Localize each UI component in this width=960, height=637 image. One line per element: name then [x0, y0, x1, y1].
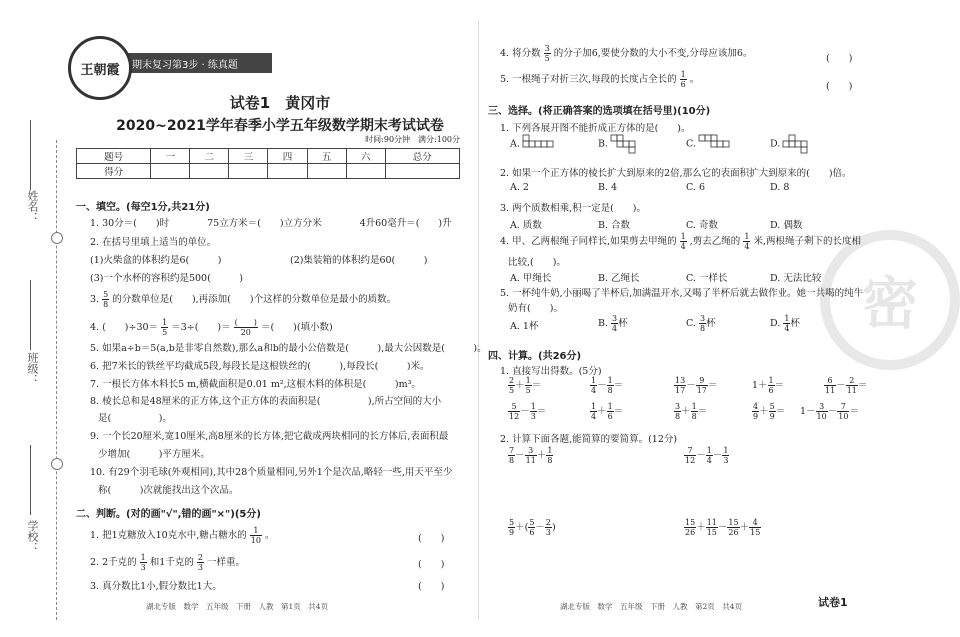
fraction — [680, 70, 687, 89]
denominator: 6 — [680, 80, 686, 89]
fraction — [250, 526, 262, 545]
footer-right: 湖北专版 数学 五年级 下册 人教 第2页 共4页 — [560, 602, 743, 611]
calc-expression: $\frac{1}{4}$ － $\frac{1}{8}$ ＝ — [591, 376, 624, 395]
name-label: 姓名： — [26, 190, 39, 223]
option[interactable]: A. 质数 — [510, 220, 542, 231]
numerator: 3 — [544, 44, 550, 53]
s2-q1 — [90, 526, 275, 545]
s1-q10a: 10. 有29个羽毛球(外观相同),其中28个质量相同,另外1个是次品,略轻一些,用天平至少 — [90, 467, 453, 478]
exam-title: 试卷1 黄冈市 — [229, 94, 331, 112]
s1-q10b: 称( )次就能找出这个次品。 — [98, 485, 239, 496]
s2-q1-a: 1. 把1克糖放入10克水中,糖占糖水的 — [90, 530, 247, 541]
s3-q1: 1. 下列各展开图不能折成正方体的是( )。 — [500, 123, 691, 134]
answer-paren[interactable]: ( ) — [826, 81, 853, 92]
option-letter: B. — [598, 138, 609, 150]
school-label: 学校： — [26, 520, 39, 553]
score-header-cell: 四 — [268, 149, 307, 164]
s3-q1-option-d[interactable] — [770, 135, 823, 153]
fraction — [680, 232, 687, 251]
fraction — [743, 232, 750, 251]
option[interactable]: D. 无法比较 — [770, 273, 822, 284]
s1-q6: 6. 把7米长的铁丝平均截成5段,每段长是这根铁丝的( ),每段长( )米。 — [90, 361, 430, 372]
calc-expression: $\frac{2}{5}$ ＋ $\frac{1}{5}$ ＝ — [509, 376, 542, 395]
score-cell[interactable] — [346, 164, 385, 179]
numerator: 3 — [699, 314, 706, 323]
option[interactable]: B. 乙绳长 — [598, 273, 640, 284]
option[interactable]: C. 6 — [686, 182, 706, 193]
score-row-label: 得分 — [77, 164, 151, 179]
section3-title: 三、选择。(将正确答案的选项填在括号里)(10分) — [488, 106, 711, 117]
s1-q9b: 少增加( )平方厘米。 — [98, 449, 210, 460]
denominator: 8 — [103, 300, 109, 309]
denominator: 10 — [250, 536, 261, 545]
s2-q2-b: 和1千克的 — [149, 557, 194, 568]
s1-q9a: 9. 一个长20厘米,宽10厘米,高8厘米的长方体,把它截成两块相同的长方体后,表面积最 — [90, 431, 449, 442]
s3-q3: 3. 两个质数相乘,积一定是( )。 — [500, 203, 647, 214]
s3-q4-b: ,剪去乙绳的 — [689, 236, 741, 247]
denominator: 8 — [699, 324, 706, 333]
s3-q1-option-a[interactable] — [510, 135, 563, 153]
s3-q1-option-c[interactable] — [686, 135, 739, 153]
cube-net-icon — [699, 135, 739, 153]
brand-logo: 王朝霞 — [68, 36, 132, 100]
numerator: 1 — [744, 232, 750, 241]
option[interactable]: B. 合数 — [598, 220, 631, 231]
option-letter: D. — [770, 318, 781, 329]
s1-q8a: 8. 棱长总和是48厘米的正方体,这个正方体的表面积是( ),所占空间的大小 — [90, 396, 442, 407]
s1-q4-a: 4. ( )÷30＝ — [90, 322, 159, 333]
denominator: 4 — [744, 242, 750, 251]
option-letter: B. — [598, 318, 609, 329]
fraction — [699, 314, 706, 333]
section1-title: 一、填空。(每空1分,共21分) — [76, 202, 210, 213]
cube-net-icon — [783, 135, 823, 153]
denominator: 3 — [140, 563, 146, 572]
name-underline — [30, 120, 31, 190]
s2-q3: 3. 真分数比1小,假分数比1大。 — [90, 581, 222, 592]
s3-q5a: 5. 一杯纯牛奶,小丽喝了半杯后,加满温开水,又喝了半杯后就去做作业。她一共喝的纯牛 — [500, 288, 864, 299]
answer-paren[interactable]: ( ) — [826, 53, 853, 64]
s4-q1: 1. 直接写出得数。(5分) — [500, 366, 602, 377]
option[interactable]: A. 1杯 — [510, 321, 539, 332]
numerator: 3 — [612, 314, 618, 323]
score-header-cell: 二 — [190, 149, 229, 164]
score-header-cell: 六 — [346, 149, 385, 164]
numerator: 1 — [784, 314, 790, 323]
fraction — [544, 44, 551, 63]
calc-expression: 1－ $\frac{3}{10}$ － $\frac{7}{10}$ ＝ — [800, 402, 859, 421]
s3-q1-option-b[interactable] — [598, 135, 651, 153]
fraction — [197, 553, 204, 572]
numerator: 1 — [250, 526, 262, 536]
unit: 杯 — [618, 318, 628, 329]
calc-expression: $\frac{3}{8}$ ＋ $\frac{1}{8}$ ＝ — [675, 402, 708, 421]
class-label: 班级： — [26, 352, 39, 385]
option[interactable] — [770, 314, 800, 333]
option-letter: D. — [770, 138, 781, 150]
fraction — [102, 290, 109, 309]
section4-title: 四、计算。(共26分) — [488, 351, 582, 362]
s2-q5-a: 5. 一根绳子对折三次,每段的长度占全长的 — [500, 74, 677, 85]
option[interactable] — [686, 314, 716, 333]
s2-q4-b: 的分子加6,要使分数的大小不变,分母应该加6。 — [553, 48, 753, 59]
unit: 杯 — [706, 318, 716, 329]
cube-net-icon — [523, 135, 563, 153]
s1-q2b: (2)集装箱的体积约是60( ) — [290, 255, 428, 266]
s3-q4-c: 米,两根绳子剩下的长度相 — [753, 236, 861, 247]
s2-q5 — [500, 70, 699, 89]
fraction — [234, 318, 258, 337]
seal-watermark: 密 — [820, 230, 960, 370]
option[interactable]: B. 4 — [598, 182, 618, 193]
s3-q4-a: 4. 甲、乙两根绳子同样长,如果剪去甲绳的 — [500, 236, 677, 247]
answer-paren[interactable]: ( ) — [418, 581, 445, 592]
s3-q4-cont: 比较,( )。 — [508, 257, 566, 268]
score-table — [76, 148, 460, 179]
calc-expression: 1＋ $\frac{1}{6}$ ＝ — [752, 376, 785, 395]
score-cell[interactable] — [229, 164, 268, 179]
numerator: ( ) — [234, 318, 257, 327]
answer-paren[interactable]: ( ) — [418, 559, 445, 570]
numerator: 1 — [680, 70, 686, 79]
calc-expression: $\frac{15}{26}$ ＋ $\frac{11}{15}$ － $\frac{15}{26}$ ＋ $\frac{4}{15}$ — [685, 518, 761, 537]
school-underline — [30, 445, 31, 515]
s2-q4-a: 4. 将分数 — [500, 48, 541, 59]
s1-q4-c: ＝( )(填小数) — [260, 322, 333, 333]
option[interactable]: A. 甲绳长 — [510, 273, 552, 284]
calc-expression: $\frac{5}{12}$ － $\frac{1}{3}$ ＝ — [509, 402, 547, 421]
option[interactable]: C. 奇数 — [686, 220, 718, 231]
review-tag: 期末复习第3步 · 练真题 — [120, 53, 272, 73]
exam-tag: 试卷1 — [818, 596, 848, 609]
s1-q4-b: ＝3÷( )＝ — [171, 322, 231, 333]
s2-q2 — [90, 553, 245, 572]
s1-q2: 2. 在括号里填上适当的单位。 — [90, 237, 217, 248]
s1-q2c: (3)一个水杯的容积约是500( ) — [90, 273, 244, 284]
score-header-row — [77, 149, 460, 164]
section2-title: 二、判断。(对的画"√",错的画"×")(5分) — [76, 509, 261, 520]
s1-q7: 7. 一根长方体木料长5 m,横截面积是0.01 m²,这根木料的体积是( )m³。 — [90, 379, 421, 390]
s2-q2-a: 2. 2千克的 — [90, 557, 137, 568]
option-letter: C. — [686, 318, 696, 329]
score-cell[interactable] — [307, 164, 346, 179]
score-header-cell: 总分 — [385, 149, 459, 164]
option-letter: A. — [510, 138, 520, 150]
denominator: 4 — [784, 324, 790, 333]
s1-q2a: (1)火柴盒的体积约是6( ) — [90, 255, 222, 266]
exam-subtitle: 2020~2021学年春季小学五年级数学期末考试试卷 — [116, 118, 444, 134]
s2-q1-b: 。 — [265, 530, 275, 541]
calc-expression: $\frac{13}{17}$ － $\frac{9}{17}$ ＝ — [675, 376, 718, 395]
fraction — [161, 318, 168, 337]
s1-q3 — [90, 290, 396, 309]
option[interactable]: C. 一样长 — [686, 273, 728, 284]
s2-q4 — [500, 44, 752, 63]
s2-q5-b: 。 — [689, 74, 700, 85]
class-underline — [30, 280, 31, 350]
binding-hole — [51, 458, 63, 470]
score-header-cell: 五 — [307, 149, 346, 164]
s1-q4 — [90, 318, 333, 337]
option[interactable]: A. 2 — [510, 182, 529, 193]
option[interactable] — [598, 314, 628, 333]
calc-expression: $\frac{7}{12}$ － $\frac{1}{4}$ － $\frac{1}{3}$ — [685, 446, 729, 465]
s1-q5: 5. 如果a÷b＝5(a,b是非零自然数),那么a和b的最小公倍数是( ),最大公因数是( )。 — [90, 343, 487, 354]
numerator: 1 — [680, 232, 686, 241]
score-header-cell: 三 — [229, 149, 268, 164]
s2-q2-c: 一样重。 — [207, 557, 246, 568]
numerator: 1 — [162, 318, 168, 327]
unit: 杯 — [790, 318, 800, 329]
cube-net-icon — [611, 135, 651, 153]
binding-line — [56, 140, 57, 620]
numerator: 5 — [103, 290, 109, 299]
option-letter: C. — [686, 138, 696, 150]
s1-q8b: 是( )。 — [98, 413, 172, 424]
option[interactable]: D. 8 — [770, 182, 790, 193]
score-cell[interactable] — [190, 164, 229, 179]
calc-expression: $\frac{5}{9}$ ＋( $\frac{5}{6}$ － $\frac{2}{3}$ ) — [509, 518, 556, 537]
calc-expression: $\frac{6}{11}$ － $\frac{2}{11}$ ＝ — [825, 376, 868, 395]
score-header-cell: 题号 — [77, 149, 151, 164]
s3-q2: 2. 如果一个正方体的棱长扩大到原来的2倍,那么它的表面积扩大到原来的( )倍。 — [500, 168, 852, 179]
s3-q5b: 奶有( )。 — [508, 303, 563, 314]
s4-q2: 2. 计算下面各题,能简算的要简算。(12分) — [500, 434, 678, 445]
calc-expression: $\frac{4}{9}$ ＋ $\frac{5}{9}$ ＝ — [753, 402, 786, 421]
score-cell[interactable] — [385, 164, 459, 179]
answer-paren[interactable]: ( ) — [418, 533, 445, 544]
denominator: 3 — [197, 563, 203, 572]
s1-q3-text: 的分数单位是( ),再添加( )个这样的分数单位是最小的质数。 — [112, 294, 397, 305]
score-row — [77, 164, 460, 179]
denominator: 5 — [544, 54, 550, 63]
fraction — [140, 553, 147, 572]
denominator: 4 — [612, 324, 618, 333]
s1-q1: 1. 30分＝( )时 75立方米＝( )立方分米 4升60毫升＝( )升 — [90, 218, 452, 229]
page-fold — [478, 20, 479, 620]
calc-expression: $\frac{1}{4}$ ＋ $\frac{1}{6}$ ＝ — [591, 402, 624, 421]
score-cell[interactable] — [151, 164, 190, 179]
binding-hole — [51, 232, 63, 244]
denominator: 20 — [240, 328, 251, 337]
numerator: 1 — [140, 553, 146, 562]
option[interactable]: D. 偶数 — [770, 220, 803, 231]
s1-q3-num: 3. — [90, 294, 100, 305]
binding-strip — [0, 0, 72, 637]
denominator: 4 — [680, 242, 686, 251]
s3-q4 — [500, 232, 861, 251]
calc-expression: $\frac{7}{8}$ － $\frac{3}{11}$ ＋ $\frac{1}{8}$ — [509, 446, 553, 465]
time-info: 时间:90分钟 满分:100分 — [365, 135, 460, 144]
denominator: 5 — [162, 328, 168, 337]
score-cell[interactable] — [268, 164, 307, 179]
numerator: 2 — [197, 553, 203, 562]
score-header-cell: 一 — [151, 149, 190, 164]
footer-left: 湖北专版 数学 五年级 下册 人教 第1页 共4页 — [146, 602, 329, 611]
